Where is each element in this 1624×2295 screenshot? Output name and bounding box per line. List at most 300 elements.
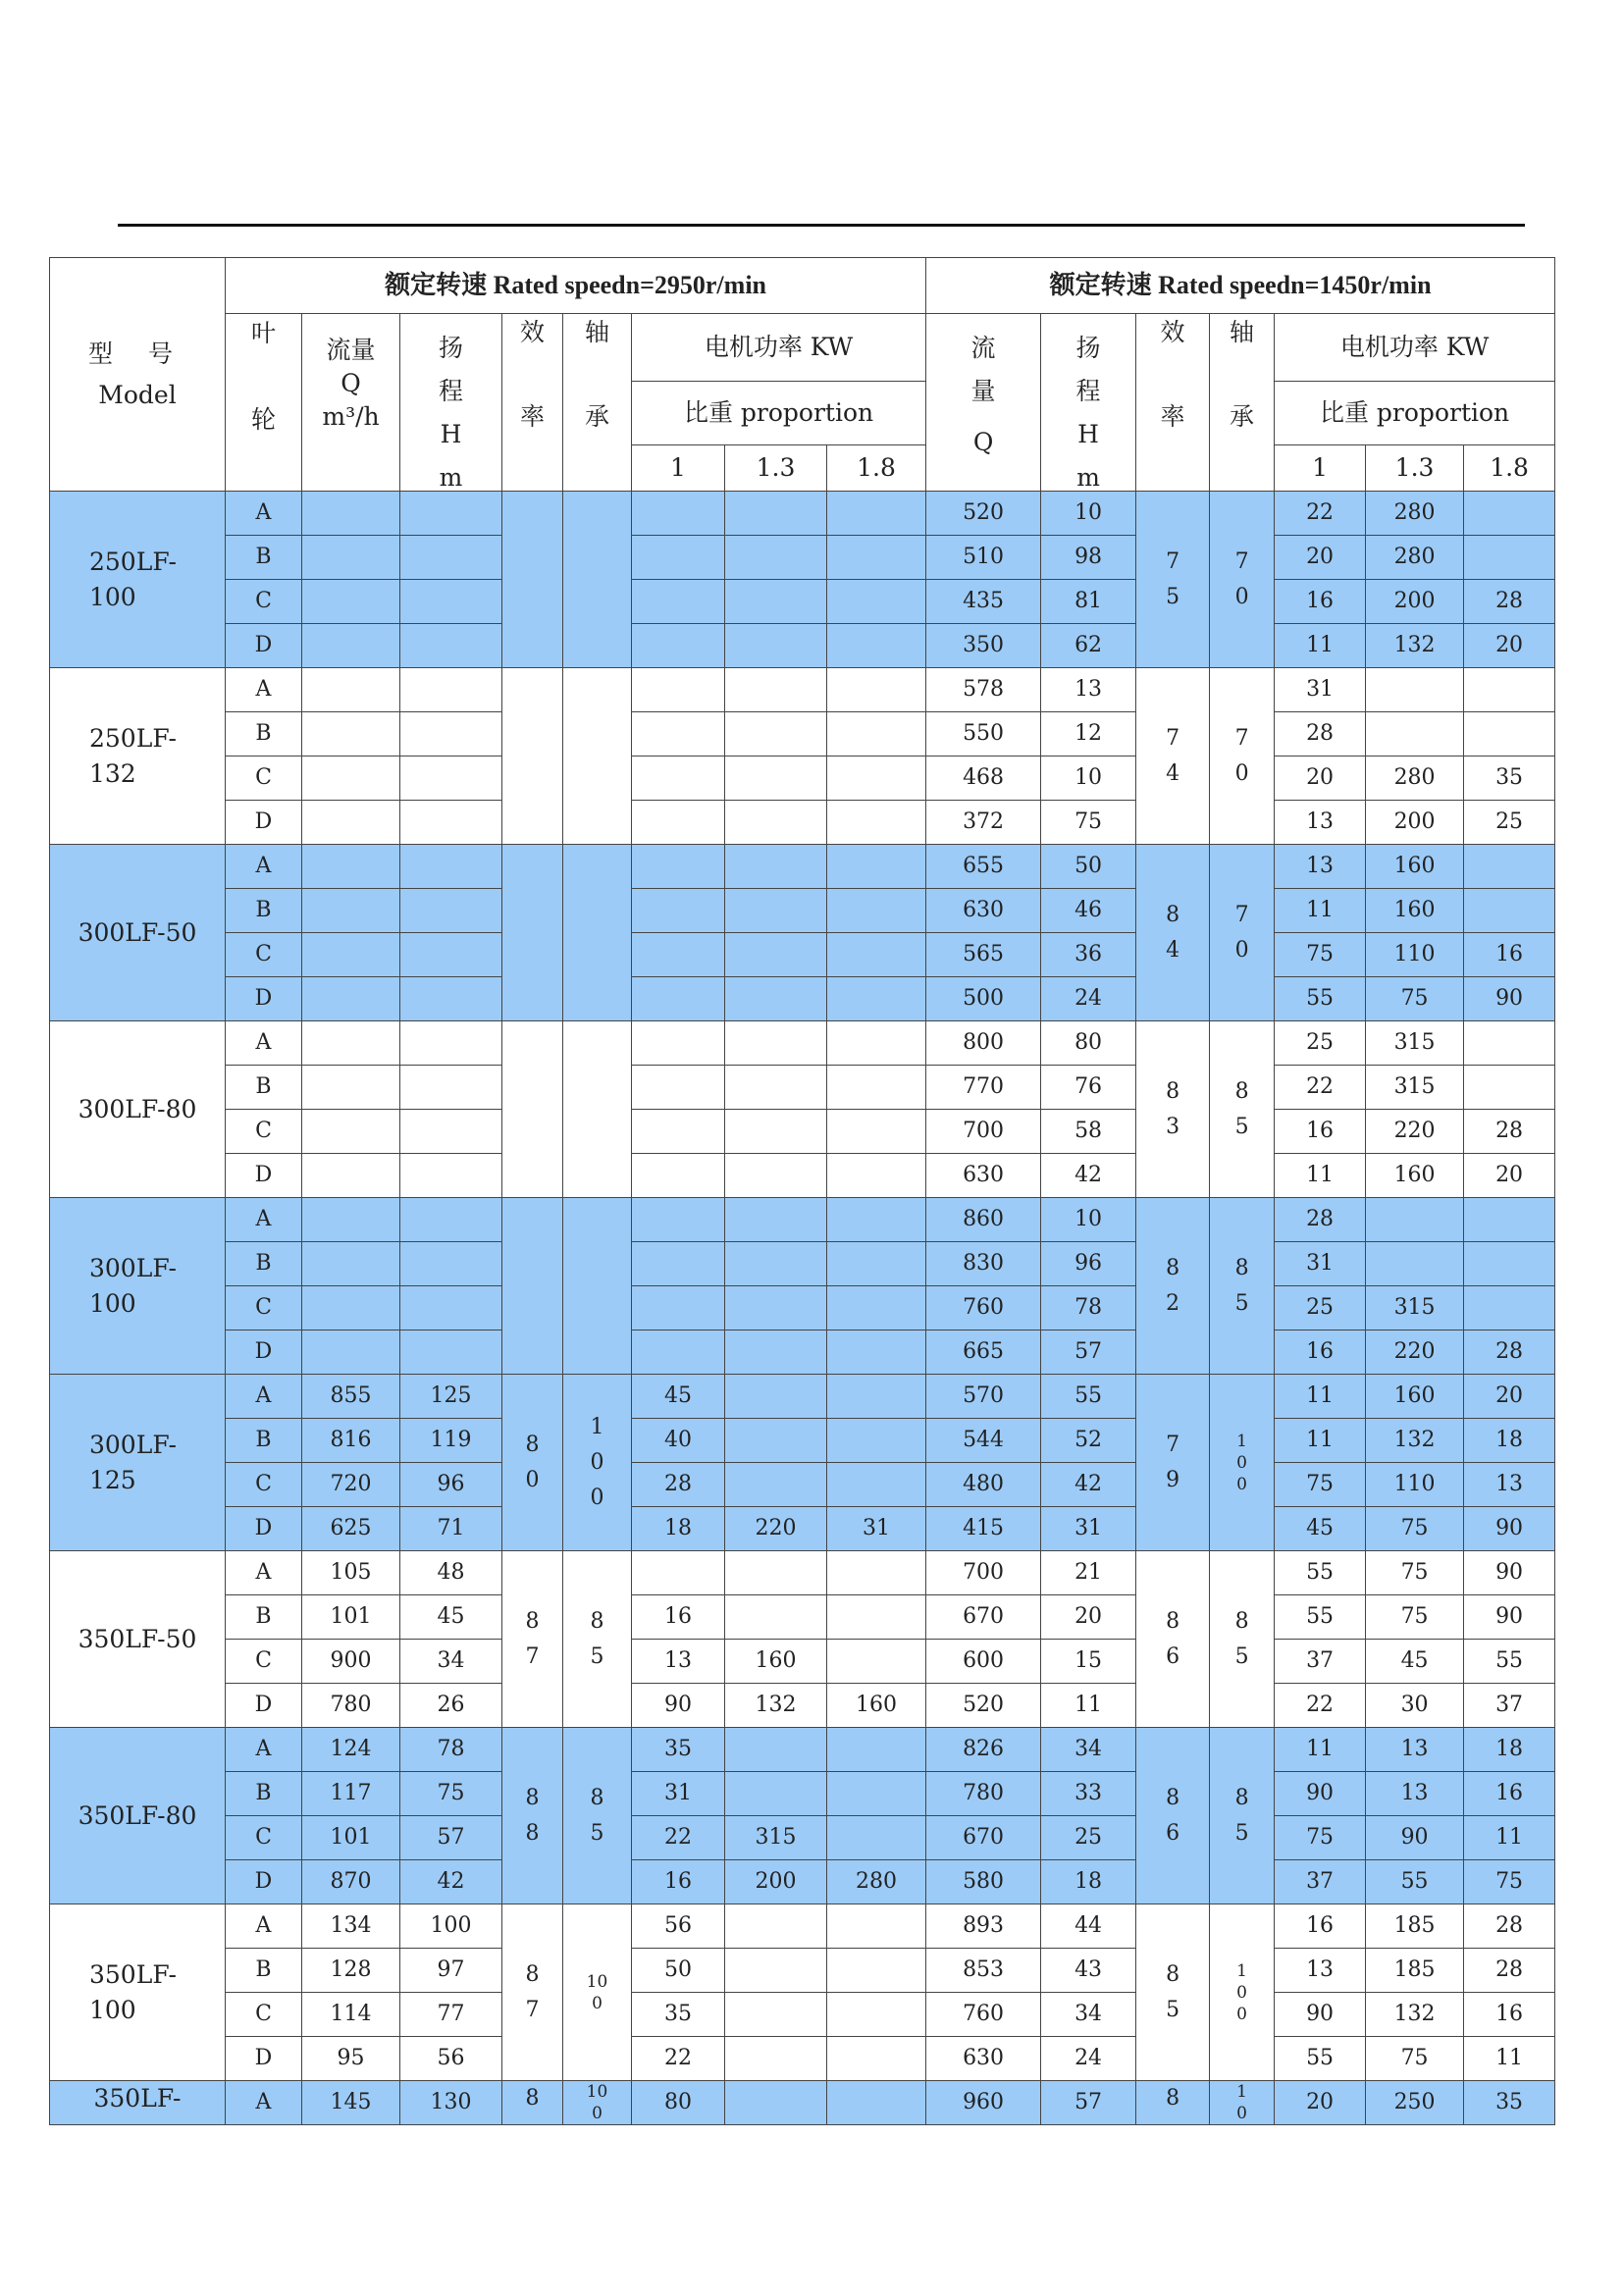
power-1-8-2950-cell — [827, 1993, 926, 2037]
power-1-8-2950-cell — [827, 1551, 926, 1595]
power-1-3-2950-cell: 220 — [725, 1507, 827, 1551]
bearing-1450-cell — [1210, 1728, 1275, 1904]
flow-1450-cell: 780 — [926, 1772, 1041, 1816]
flow-1450-cell: 520 — [926, 1684, 1041, 1728]
power-1-8-1450-cell: 16 — [1464, 1993, 1555, 2037]
flow-2950-cell: 95 — [302, 2037, 400, 2081]
stacked-digit: 7 — [1166, 725, 1180, 751]
flow-2950-cell — [302, 1286, 400, 1330]
stacked-digit: 5 — [590, 1643, 604, 1669]
impeller-cell: C — [226, 1640, 302, 1684]
flow-2950-cell — [302, 1242, 400, 1286]
efficiency-header-2950 — [502, 314, 563, 492]
head-1450-cell: 10 — [1041, 1198, 1136, 1242]
power-1-3-2950-cell — [725, 1154, 827, 1198]
stacked-digit: 5 — [1234, 1820, 1249, 1846]
stacked-digit: 7 — [1166, 548, 1180, 574]
flow-1450-cell: 893 — [926, 1904, 1041, 1949]
head-1450-header-line: H — [1077, 420, 1099, 448]
head-1450-cell: 80 — [1041, 1021, 1136, 1066]
flow-1450-cell: 578 — [926, 668, 1041, 712]
head-2950-cell: 75 — [400, 1772, 502, 1816]
speed-1450-header: 额定转速 Rated speedn=1450r/min — [926, 258, 1555, 314]
model-name-line: 100 — [89, 582, 136, 611]
table-row — [50, 1419, 1555, 1463]
head-2950-cell — [400, 492, 502, 536]
flow-2950-cell: 117 — [302, 1772, 400, 1816]
power-1-1450-cell: 22 — [1275, 1684, 1366, 1728]
efficiency-2950-cell — [502, 668, 563, 845]
flow-2950-cell — [302, 1154, 400, 1198]
flow-2950-cell — [302, 1198, 400, 1242]
efficiency-2950-cell — [502, 1728, 563, 1904]
table-row — [50, 1772, 1555, 1816]
head-1450-cell: 15 — [1041, 1640, 1136, 1684]
stacked-digit: 8 — [1166, 1078, 1180, 1104]
stacked-digit: 4 — [1166, 937, 1180, 963]
stacked-digit: 7 — [1234, 548, 1249, 574]
power-1-3-1450-cell: 160 — [1366, 845, 1464, 889]
stacked-digit: 8 — [525, 1820, 540, 1846]
model-cell — [50, 2081, 226, 2125]
power-1-8-2950-cell — [827, 2081, 926, 2125]
power-1-3-1450-cell: 55 — [1366, 1860, 1464, 1904]
efficiency-1450-cell — [1136, 1728, 1210, 1904]
head-1450-cell: 24 — [1041, 2037, 1136, 2081]
head-1450-cell: 81 — [1041, 580, 1136, 624]
efficiency-1450-cell — [1136, 668, 1210, 845]
power-1-3-1450-cell — [1366, 668, 1464, 712]
efficiency-header-line: 效 — [1160, 318, 1185, 346]
head-1450-cell: 36 — [1041, 933, 1136, 977]
flow-2950-cell — [302, 1110, 400, 1154]
power-1-3-2950-cell: 315 — [725, 1816, 827, 1860]
power-1-1450-cell: 11 — [1275, 1375, 1366, 1419]
head-2950-cell — [400, 1110, 502, 1154]
power-1-8-2950-cell — [827, 1904, 926, 1949]
flow-2950-cell — [302, 1066, 400, 1110]
power-1-3-1450-cell: 75 — [1366, 1551, 1464, 1595]
flow-2950-cell — [302, 668, 400, 712]
flow-2950-cell: 124 — [302, 1728, 400, 1772]
power-1-3-2950-cell — [725, 1242, 827, 1286]
flow-1450-cell: 480 — [926, 1463, 1041, 1507]
power-1-3-1450-cell: 315 — [1366, 1021, 1464, 1066]
power-1-1450-cell: 31 — [1275, 668, 1366, 712]
power-1-8-2950-cell — [827, 1419, 926, 1463]
power-1-2950-cell — [632, 492, 725, 536]
efficiency-1450-cell — [1136, 1198, 1210, 1375]
prop-col-1: 1 — [1275, 445, 1366, 492]
impeller-cell: A — [226, 1021, 302, 1066]
table-row — [50, 1595, 1555, 1640]
model-cell — [50, 668, 226, 845]
prop-col-1-8: 1.8 — [827, 445, 926, 492]
power-1-3-2950-cell — [725, 1110, 827, 1154]
power-1-3-1450-cell — [1366, 712, 1464, 756]
table-row — [50, 1551, 1555, 1595]
power-1-3-2950-cell — [725, 668, 827, 712]
stacked-digit: 6 — [1166, 1820, 1180, 1846]
model-cell — [50, 1728, 226, 1904]
power-1-8-1450-cell: 28 — [1464, 1110, 1555, 1154]
model-cell — [50, 1021, 226, 1198]
power-1-1450-cell: 25 — [1275, 1021, 1366, 1066]
head-2950-cell: 71 — [400, 1507, 502, 1551]
bearing-header-line: 承 — [1230, 401, 1255, 431]
impeller-cell: C — [226, 1286, 302, 1330]
stacked-digit: 8 — [590, 1608, 604, 1634]
power-1-8-1450-cell: 90 — [1464, 1551, 1555, 1595]
flow-1450-cell: 830 — [926, 1242, 1041, 1286]
power-1-3-1450-cell: 132 — [1366, 1419, 1464, 1463]
head-1450-cell: 76 — [1041, 1066, 1136, 1110]
table-row — [50, 1463, 1555, 1507]
table-row — [50, 1993, 1555, 2037]
power-1-3-1450-cell: 315 — [1366, 1066, 1464, 1110]
stacked-digit: 10 — [586, 2082, 608, 2102]
power-1-3-1450-cell: 13 — [1366, 1772, 1464, 1816]
impeller-cell: D — [226, 2037, 302, 2081]
head-1450-cell: 50 — [1041, 845, 1136, 889]
efficiency-1450-cell — [1136, 2081, 1210, 2125]
power-1-3-1450-cell: 110 — [1366, 1463, 1464, 1507]
impeller-cell: D — [226, 801, 302, 845]
power-1-8-1450-cell — [1464, 1286, 1555, 1330]
power-1-8-2950-cell — [827, 492, 926, 536]
power-1-3-1450-cell: 200 — [1366, 580, 1464, 624]
head-2950-cell — [400, 668, 502, 712]
head-1450-cell: 42 — [1041, 1154, 1136, 1198]
power-1-3-2950-cell — [725, 1330, 827, 1375]
efficiency-2950-cell — [502, 845, 563, 1021]
flow-2950-cell — [302, 624, 400, 668]
power-1-1450-cell: 75 — [1275, 1463, 1366, 1507]
head-2950-cell — [400, 1330, 502, 1375]
head-2950-cell — [400, 1198, 502, 1242]
bearing-header-line: 轴 — [1230, 318, 1255, 346]
power-1-1450-cell: 55 — [1275, 1551, 1366, 1595]
impeller-cell: A — [226, 1198, 302, 1242]
model-name-line: 350LF-50 — [78, 1624, 197, 1653]
flow-1450-cell: 853 — [926, 1949, 1041, 1993]
power-1-3-1450-cell: 75 — [1366, 2037, 1464, 2081]
flow-1450-cell: 800 — [926, 1021, 1041, 1066]
power-1-8-2950-cell — [827, 1375, 926, 1419]
power-1-1450-cell: 28 — [1275, 712, 1366, 756]
impeller-cell: D — [226, 1330, 302, 1375]
head-1450-cell: 10 — [1041, 492, 1136, 536]
power-1-8-1450-cell — [1464, 492, 1555, 536]
power-1-3-1450-cell — [1366, 1242, 1464, 1286]
power-1-3-1450-cell: 45 — [1366, 1640, 1464, 1684]
stacked-digit: 5 — [1166, 584, 1180, 609]
head-1450-cell: 46 — [1041, 889, 1136, 933]
flow-2950-cell: 134 — [302, 1904, 400, 1949]
model-cell — [50, 845, 226, 1021]
power-1-8-2950-cell — [827, 1154, 926, 1198]
table-row — [50, 1330, 1555, 1375]
head-header-line: m — [439, 463, 463, 491]
power-1-8-1450-cell: 28 — [1464, 1949, 1555, 1993]
power-1-2950-cell: 16 — [632, 1860, 725, 1904]
head-1450-cell: 18 — [1041, 1860, 1136, 1904]
stacked-digit: 8 — [1166, 1961, 1180, 1987]
impeller-cell: D — [226, 1507, 302, 1551]
power-1-1450-cell: 28 — [1275, 1198, 1366, 1242]
power-1-3-1450-cell: 280 — [1366, 492, 1464, 536]
power-1-3-2950-cell — [725, 624, 827, 668]
head-2950-cell — [400, 1286, 502, 1330]
model-name-line: 250LF- — [89, 547, 177, 576]
bearing-1450-cell — [1210, 1551, 1275, 1728]
impeller-cell: D — [226, 1684, 302, 1728]
flow-2950-cell — [302, 580, 400, 624]
flow-1450-cell: 350 — [926, 624, 1041, 668]
flow-2950-cell — [302, 756, 400, 801]
flow-1450-header-line: 流 — [970, 334, 996, 362]
head-1450-cell: 25 — [1041, 1816, 1136, 1860]
power-1-8-2950-cell — [827, 933, 926, 977]
power-1-3-1450-cell: 30 — [1366, 1684, 1464, 1728]
head-1450-cell: 31 — [1041, 1507, 1136, 1551]
power-1-8-1450-cell — [1464, 1066, 1555, 1110]
power-1-1450-cell: 55 — [1275, 977, 1366, 1021]
speed-2950-header: 额定转速 Rated speedn=2950r/min — [226, 258, 926, 314]
head-2950-cell — [400, 889, 502, 933]
power-1-2950-cell — [632, 1110, 725, 1154]
stacked-digit: 7 — [525, 1997, 540, 2022]
power-1-3-1450-cell: 75 — [1366, 1595, 1464, 1640]
stacked-digit: 0 — [525, 1467, 540, 1492]
flow-1450-cell: 826 — [926, 1728, 1041, 1772]
power-1-8-2950-cell — [827, 889, 926, 933]
head-2950-cell — [400, 712, 502, 756]
power-1-1450-cell: 16 — [1275, 1904, 1366, 1949]
power-1-8-2950-cell — [827, 580, 926, 624]
power-1-3-1450-cell: 200 — [1366, 801, 1464, 845]
power-1-2950-cell — [632, 712, 725, 756]
flow-1450-header-line: 量 — [970, 377, 996, 405]
head-1450-cell: 98 — [1041, 536, 1136, 580]
head-header-line: H — [440, 420, 462, 448]
flow-2950-cell — [302, 845, 400, 889]
stacked-digit: 8 — [1234, 1078, 1249, 1104]
impeller-cell: C — [226, 1110, 302, 1154]
table-row — [50, 1684, 1555, 1728]
power-1-8-1450-cell: 28 — [1464, 1330, 1555, 1375]
head-1450-cell: 33 — [1041, 1772, 1136, 1816]
power-1-2950-cell — [632, 1330, 725, 1375]
head-1450-cell: 34 — [1041, 1993, 1136, 2037]
power-1-8-1450-cell — [1464, 1021, 1555, 1066]
flow-1450-cell: 630 — [926, 2037, 1041, 2081]
power-1-2950-cell — [632, 977, 725, 1021]
flow-header-line: 流量 — [326, 336, 376, 364]
flow-2950-cell: 816 — [302, 1419, 400, 1463]
proportion-header-1450: 比重 proportion — [1275, 381, 1555, 445]
power-1-8-1450-cell: 18 — [1464, 1419, 1555, 1463]
power-1-1450-cell: 11 — [1275, 1728, 1366, 1772]
power-1-1450-cell: 16 — [1275, 1110, 1366, 1154]
power-1-2950-cell — [632, 536, 725, 580]
power-1-3-2950-cell — [725, 492, 827, 536]
model-cell — [50, 1198, 226, 1375]
power-1-8-1450-cell: 20 — [1464, 624, 1555, 668]
head-1450-cell: 10 — [1041, 756, 1136, 801]
power-1-3-2950-cell — [725, 580, 827, 624]
impeller-cell: D — [226, 977, 302, 1021]
table-row — [50, 1021, 1555, 1066]
power-1-8-1450-cell: 75 — [1464, 1860, 1555, 1904]
bearing-header-2950 — [563, 314, 632, 492]
impeller-cell: B — [226, 1949, 302, 1993]
table-row — [50, 580, 1555, 624]
power-1-3-2950-cell — [725, 1021, 827, 1066]
power-1-1450-cell: 22 — [1275, 1066, 1366, 1110]
motor-power-header-2950: 电机功率 KW — [632, 314, 926, 382]
table-row — [50, 1066, 1555, 1110]
power-1-1450-cell: 75 — [1275, 933, 1366, 977]
spec-table-container — [49, 257, 1557, 2136]
power-1-2950-cell — [632, 1154, 725, 1198]
stacked-digit: 0 — [1236, 2104, 1247, 2123]
power-1-3-1450-cell: 75 — [1366, 977, 1464, 1021]
efficiency-1450-cell — [1136, 1021, 1210, 1198]
power-1-2950-cell: 80 — [632, 2081, 725, 2125]
power-1-3-2950-cell: 200 — [725, 1860, 827, 1904]
head-2950-cell: 42 — [400, 1860, 502, 1904]
flow-1450-cell: 700 — [926, 1551, 1041, 1595]
flow-2950-cell: 101 — [302, 1816, 400, 1860]
head-2950-cell — [400, 1066, 502, 1110]
impeller-cell: B — [226, 1419, 302, 1463]
power-1-8-2950-cell — [827, 1066, 926, 1110]
power-1-1450-cell: 13 — [1275, 801, 1366, 845]
power-1-8-2950-cell — [827, 1640, 926, 1684]
head-2950-cell: 130 — [400, 2081, 502, 2125]
stacked-digit: 1 — [1236, 2082, 1247, 2102]
flow-1450-cell: 770 — [926, 1066, 1041, 1110]
power-1-1450-cell: 20 — [1275, 536, 1366, 580]
efficiency-2950-cell — [502, 2081, 563, 2125]
power-1-8-1450-cell — [1464, 845, 1555, 889]
power-1-8-2950-cell — [827, 1949, 926, 1993]
prop-col-1-8: 1.8 — [1464, 445, 1555, 492]
head-1450-cell: 12 — [1041, 712, 1136, 756]
table-row — [50, 1949, 1555, 1993]
flow-2950-cell — [302, 492, 400, 536]
top-rule — [118, 224, 1525, 227]
head-2950-cell: 96 — [400, 1463, 502, 1507]
power-1-3-2950-cell — [725, 1198, 827, 1242]
flow-2950-cell: 720 — [302, 1463, 400, 1507]
flow-1450-cell: 510 — [926, 536, 1041, 580]
head-2950-cell: 56 — [400, 2037, 502, 2081]
power-1-8-2950-cell — [827, 1110, 926, 1154]
model-header — [50, 258, 226, 492]
power-1-3-1450-cell: 110 — [1366, 933, 1464, 977]
head-1450-cell: 11 — [1041, 1684, 1136, 1728]
head-1450-cell: 96 — [1041, 1242, 1136, 1286]
head-1450-cell: 20 — [1041, 1595, 1136, 1640]
head-2950-cell: 119 — [400, 1419, 502, 1463]
impeller-cell: D — [226, 1154, 302, 1198]
power-1-3-2950-cell — [725, 933, 827, 977]
power-1-8-1450-cell: 90 — [1464, 977, 1555, 1021]
stacked-digit: 6 — [1166, 1643, 1180, 1669]
power-1-1450-cell: 20 — [1275, 2081, 1366, 2125]
model-cell — [50, 492, 226, 668]
stacked-digit: 8 — [1166, 1608, 1180, 1634]
stacked-digit: 9 — [1166, 1467, 1180, 1492]
stacked-digit: 8 — [525, 2086, 540, 2111]
power-1-8-2950-cell: 280 — [827, 1860, 926, 1904]
flow-2950-cell — [302, 712, 400, 756]
table-row — [50, 756, 1555, 801]
power-1-2950-cell: 50 — [632, 1949, 725, 1993]
power-1-2950-cell — [632, 1242, 725, 1286]
table-row — [50, 1242, 1555, 1286]
head-1450-cell: 58 — [1041, 1110, 1136, 1154]
stacked-digit: 8 — [525, 1608, 540, 1634]
head-2950-cell — [400, 1242, 502, 1286]
impeller-header-line: 叶 — [250, 319, 276, 347]
power-1-1450-cell: 55 — [1275, 2037, 1366, 2081]
power-1-8-1450-cell — [1464, 668, 1555, 712]
stacked-digit: 7 — [1234, 725, 1249, 751]
model-name-line: 125 — [89, 1465, 136, 1494]
power-1-3-1450-cell: 160 — [1366, 889, 1464, 933]
power-1-2950-cell: 90 — [632, 1684, 725, 1728]
stacked-digit: 8 — [525, 1961, 540, 1987]
table-row — [50, 1904, 1555, 1949]
flow-2950-cell: 855 — [302, 1375, 400, 1419]
table-row — [50, 2037, 1555, 2081]
bearing-1450-cell — [1210, 1198, 1275, 1375]
flow-1450-cell: 544 — [926, 1419, 1041, 1463]
table-row — [50, 1375, 1555, 1419]
head-2950-cell: 100 — [400, 1904, 502, 1949]
flow-1450-cell: 570 — [926, 1375, 1041, 1419]
stacked-digit: 0 — [590, 1449, 604, 1475]
head-2950-cell — [400, 845, 502, 889]
impeller-header — [226, 314, 302, 492]
power-1-3-1450-cell: 132 — [1366, 1993, 1464, 2037]
stacked-digit: 8 — [1234, 1255, 1249, 1280]
flow-header-1450 — [926, 314, 1041, 492]
power-1-2950-cell: 16 — [632, 1595, 725, 1640]
power-1-8-1450-cell: 16 — [1464, 933, 1555, 977]
head-1450-cell: 57 — [1041, 1330, 1136, 1375]
impeller-cell: B — [226, 1066, 302, 1110]
power-1-3-2950-cell — [725, 1551, 827, 1595]
power-1-3-1450-cell: 13 — [1366, 1728, 1464, 1772]
flow-1450-cell: 655 — [926, 845, 1041, 889]
model-name-line: 100 — [89, 1288, 136, 1318]
flow-1450-cell: 700 — [926, 1110, 1041, 1154]
head-header-line: 扬 — [438, 334, 463, 362]
power-1-8-2950-cell — [827, 1772, 926, 1816]
table-row — [50, 1154, 1555, 1198]
stacked-digit: 7 — [525, 1643, 540, 1669]
power-1-3-2950-cell — [725, 1066, 827, 1110]
flow-1450-cell: 665 — [926, 1330, 1041, 1375]
power-1-2950-cell: 18 — [632, 1507, 725, 1551]
flow-header-line: m³/h — [322, 401, 380, 431]
stacked-digit: 8 — [1166, 902, 1180, 927]
power-1-3-2950-cell — [725, 1595, 827, 1640]
